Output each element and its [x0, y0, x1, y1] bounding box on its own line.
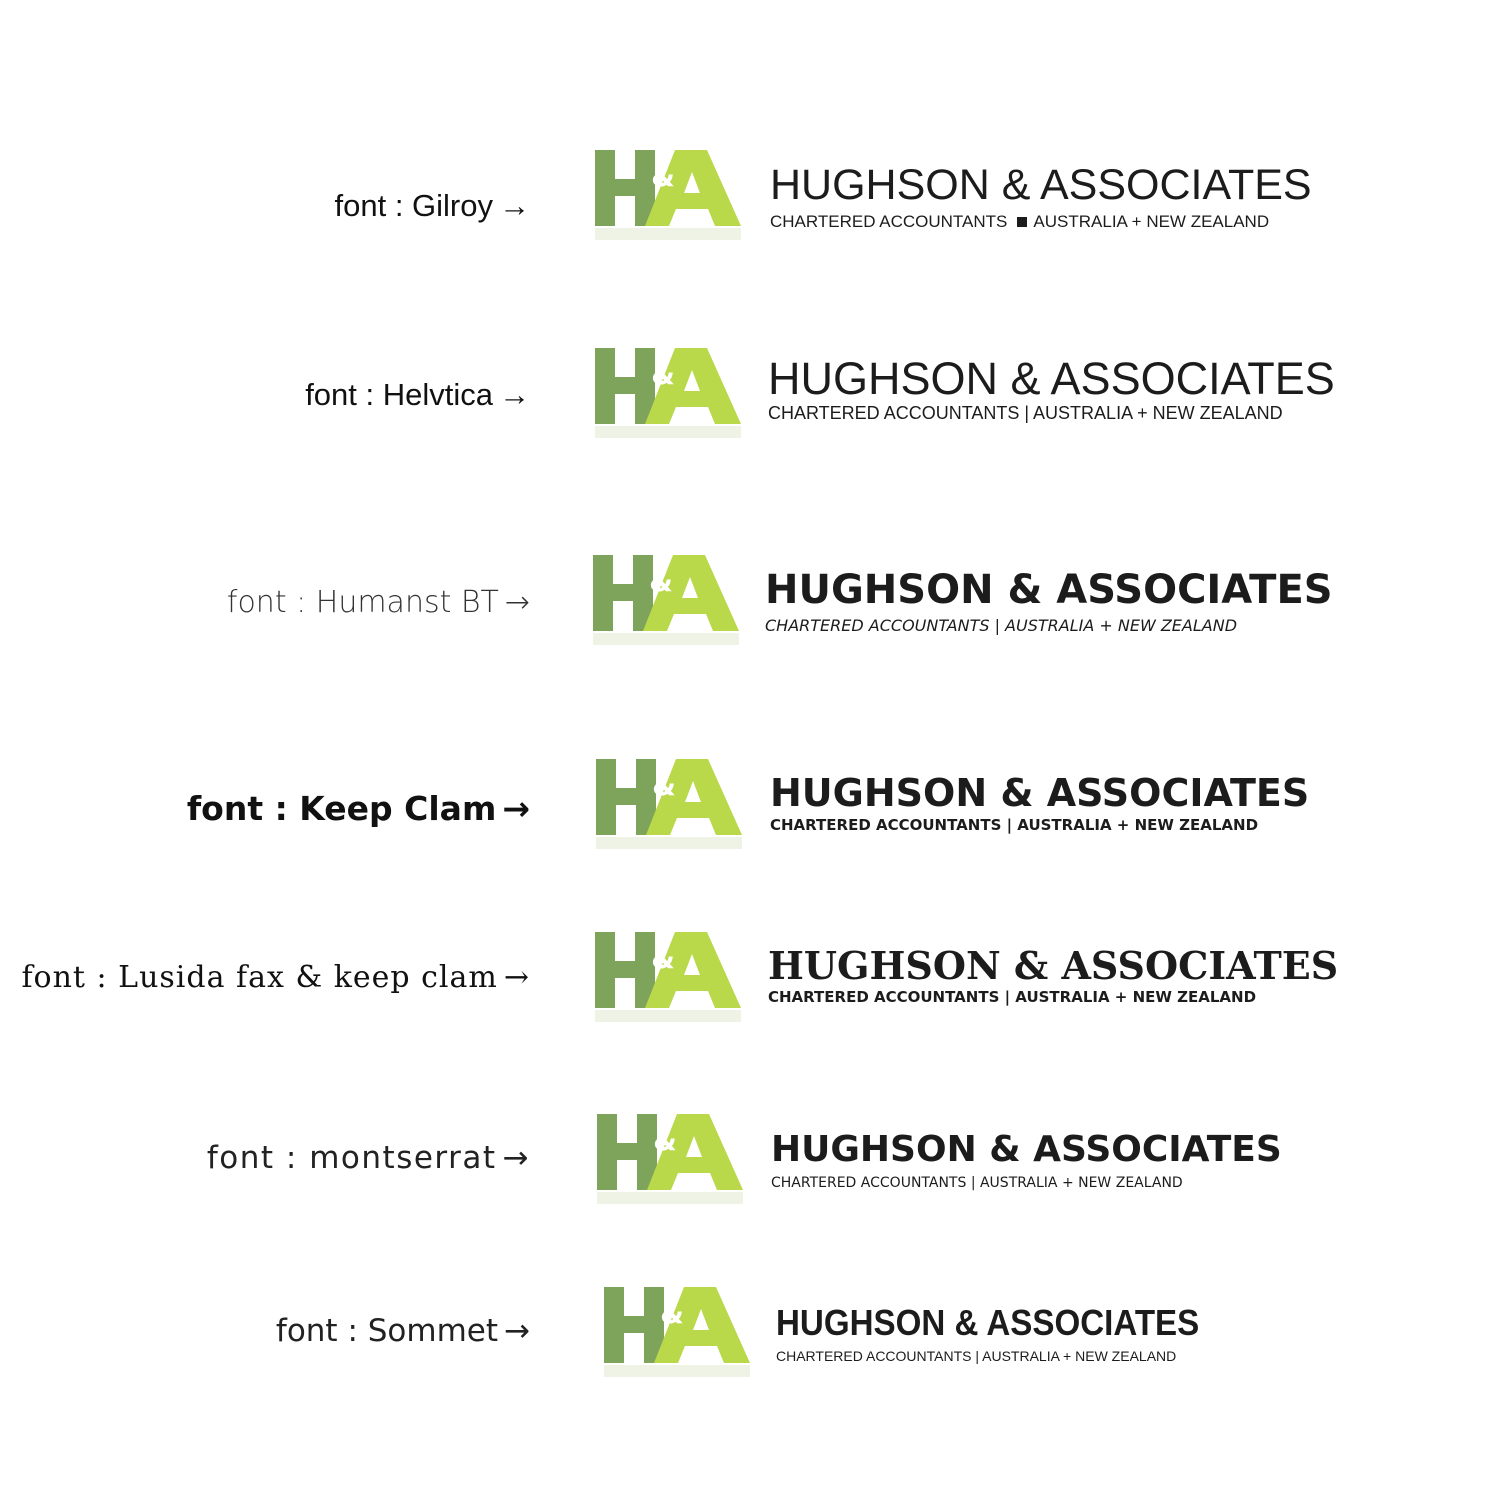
company-wordmark: [776, 1302, 1236, 1364]
font-option-helvetica: [0, 345, 1500, 445]
font-option-keep-clam: [0, 757, 1500, 857]
ha-monogram-logo: [593, 555, 743, 655]
ha-monogram-logo: [595, 150, 745, 250]
font-option-gilroy: [0, 150, 1500, 250]
monogram-ampersand: &: [660, 1299, 684, 1330]
font-label: [305, 377, 530, 413]
company-wordmark: [768, 943, 1339, 1006]
monogram-letter-h: [595, 932, 655, 1008]
arrow-right-icon: →: [499, 377, 530, 412]
font-label: [21, 960, 530, 995]
font-label: [335, 188, 531, 224]
company-tagline: CHARTERED ACCOUNTANTS | AUSTRALIA + NEW ZEALAND: [768, 403, 1283, 423]
ha-monogram-logo: [595, 932, 745, 1032]
arrow-right-icon: →: [499, 188, 530, 223]
ha-monogram-logo: [595, 348, 745, 448]
company-name: HUGHSON & ASSOCIATES: [771, 1129, 1282, 1170]
ha-monogram-logo: [604, 1287, 754, 1387]
tagline-left: CHARTERED ACCOUNTANTS: [770, 212, 1008, 231]
company-name: HUGHSON & ASSOCIATES: [776, 1302, 1200, 1343]
tagline-right: AUSTRALIA + NEW ZEALAND: [1033, 212, 1270, 231]
logo-reflection: [597, 1192, 743, 1204]
logo-reflection: [595, 228, 741, 240]
monogram-letter-h: [595, 348, 655, 424]
arrow-right-icon: →: [503, 960, 530, 995]
monogram-ampersand: &: [652, 771, 676, 802]
company-tagline: CHARTERED ACCOUNTANTS | AUSTRALIA + NEW ZEALAND: [770, 816, 1259, 834]
monogram-ampersand: &: [649, 567, 673, 598]
font-name: font : Humanst BT: [226, 585, 499, 620]
monogram-letter-h: [604, 1287, 664, 1363]
font-option-sommet: [0, 1285, 1500, 1385]
arrow-right-icon: →: [502, 789, 530, 828]
logo-reflection: [593, 633, 739, 645]
font-name: font : Lusida fax & keep clam: [21, 960, 498, 995]
font-label: [276, 1313, 530, 1349]
arrow-right-icon: →: [502, 1140, 530, 1176]
font-name: font : montserrat: [206, 1140, 497, 1176]
company-wordmark: [768, 353, 1335, 423]
monogram-ampersand: &: [653, 1126, 677, 1157]
logo-reflection: [596, 837, 742, 849]
company-wordmark: [771, 1129, 1282, 1191]
company-tagline: CHARTERED ACCOUNTANTS | AUSTRALIA + NEW ZEALAND: [771, 1175, 1183, 1191]
monogram-ampersand: &: [651, 944, 675, 975]
font-option-lusida-fax-keep-clam: [0, 932, 1500, 1032]
company-name: HUGHSON & ASSOCIATES: [770, 771, 1310, 815]
company-name: HUGHSON & ASSOCIATES: [768, 353, 1335, 404]
company-tagline: [770, 213, 1312, 230]
font-label: [187, 789, 530, 828]
company-tagline: CHARTERED ACCOUNTANTS | AUSTRALIA + NEW ZEALAND: [776, 1348, 1177, 1364]
font-name: font : Helvtica: [305, 377, 493, 412]
company-name: HUGHSON & ASSOCIATES: [768, 943, 1339, 988]
font-name: font : Sommet: [275, 1313, 499, 1349]
monogram-ampersand: &: [651, 162, 675, 193]
logo-reflection: [604, 1365, 750, 1377]
company-name: HUGHSON & ASSOCIATES: [770, 161, 1312, 209]
ha-monogram-logo: [597, 1114, 747, 1214]
square-bullet-icon: [1017, 217, 1027, 227]
monogram-letter-h: [596, 759, 656, 835]
font-name: font : Keep Clam: [186, 789, 497, 828]
font-label: [207, 1140, 530, 1176]
company-wordmark: [770, 161, 1312, 231]
monogram-letter-h: [597, 1114, 657, 1190]
font-option-humanst-bt: [0, 553, 1500, 653]
ha-monogram-logo: [596, 759, 746, 859]
monogram-letter-h: [593, 555, 653, 631]
arrow-right-icon: →: [504, 1313, 530, 1349]
logo-reflection: [595, 426, 741, 438]
company-wordmark: [770, 771, 1310, 834]
monogram-letter-h: [595, 150, 655, 226]
font-label: [227, 585, 530, 620]
company-tagline: CHARTERED ACCOUNTANTS | AUSTRALIA + NEW ZEALAND: [768, 988, 1257, 1006]
company-name: HUGHSON & ASSOCIATES: [765, 567, 1333, 613]
font-name: font : Gilroy: [334, 188, 493, 223]
logo-reflection: [595, 1010, 741, 1022]
company-tagline: CHARTERED ACCOUNTANTS | AUSTRALIA + NEW ZEALAND: [765, 616, 1238, 635]
company-wordmark: [765, 567, 1333, 635]
monogram-ampersand: &: [651, 360, 675, 391]
font-option-montserrat: [0, 1112, 1500, 1212]
arrow-right-icon: →: [504, 585, 530, 620]
